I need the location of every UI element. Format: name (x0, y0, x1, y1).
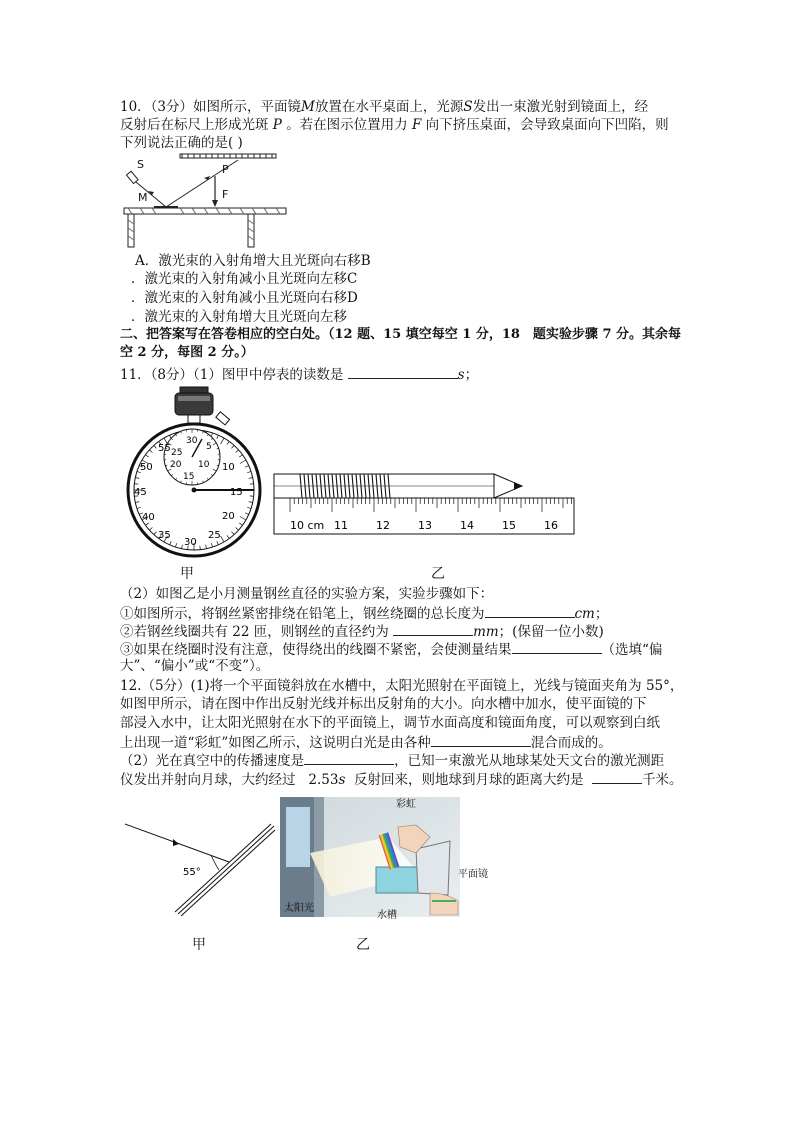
sw-inner-25: 25 (171, 448, 183, 458)
q11-step3b: 大”、“偏小”或“不变”）。 (120, 658, 270, 674)
sw-inner-15: 15 (183, 472, 195, 482)
q12-line3: 部浸入水中，让太阳光照射在水下的平面镜上，调节水面高度和镜面角度，可以观察到白纸 (120, 715, 660, 731)
q12-line6: 仪发出并射向月球，大约经过 2.53s 反射回来，则地球到月球的距离大约是 千米。 (120, 769, 683, 789)
sw-inner-30: 30 (186, 436, 198, 446)
q10-option-d[interactable]: ．激光束的入射角增大且光斑向左移 (131, 309, 347, 325)
sw-outer-45: 45 (134, 487, 147, 498)
q10-line3: 下列说法正确的是( ) (120, 135, 243, 151)
q10-option-b[interactable]: ．激光束的入射角减小且光斑向左移C (131, 271, 358, 287)
ruler-label-14: 14 (460, 519, 474, 532)
q11-fig-yi: 乙 (431, 566, 445, 582)
q12-line2: 如图甲所示，请在图中作出反射光线并标出反射角的大小。向水槽中加水，使平面镜的下 (120, 696, 647, 712)
ruler-label-13: 13 (418, 519, 432, 532)
colors-blank[interactable] (431, 732, 531, 747)
q11-fig-jia: 甲 (180, 566, 194, 582)
photo-label-tank: 水槽 (377, 910, 397, 921)
section2-line1: 二、把答案写在答卷相应的空白处。（12 题、15 填空每空 1 分，18 题实验步骤 7 分。其余每 (120, 327, 682, 342)
sw-outer-40: 40 (142, 512, 155, 523)
q10-label-s: S (137, 158, 144, 171)
sw-outer-35: 35 (158, 530, 171, 541)
q10-line1: 10．（3分）如图所示，平面镜M放置在水平桌面上，光源S发出一束激光射到镜面上，经 (120, 99, 649, 115)
ruler-label-12: 12 (376, 519, 390, 532)
sw-outer-15: 15 (230, 487, 243, 498)
q10-label-p: P (222, 163, 229, 176)
speed-of-light-blank[interactable] (304, 750, 394, 765)
ruler-label-15: 15 (502, 519, 516, 532)
q12-line5: （2）光在真空中的传播速度是 ，已知一束激光从地球某处天文台的激光测距 (120, 750, 664, 770)
earth-moon-distance-blank[interactable] (592, 769, 642, 784)
q12-fig-jia: 甲 (192, 937, 206, 953)
q12-mirror-figure (125, 820, 275, 915)
q12-fig-yi: 乙 (356, 937, 370, 953)
q11-step1: ①如图所示，将钢丝紧密排绕在铅笔上，钢丝绕圈的总长度为 cm； (120, 603, 608, 623)
photo-label-sunlight: 太阳光 (284, 903, 314, 914)
stopwatch-figure (120, 385, 270, 555)
q11-step2: ②若钢丝线圈共有 22 匝，则钢丝的直径约为 mm；(保留一位小数) (120, 621, 604, 641)
stopwatch-reading-blank[interactable] (348, 364, 458, 379)
sw-outer-50: 50 (140, 462, 153, 473)
sw-inner-20: 20 (170, 460, 182, 470)
q10-line2: 反射后在标尺上形成光斑 P 。若在图示位置用力 F 向下挤压桌面，会导致桌面向下凹陷，则 (120, 117, 669, 133)
sw-outer-30: 30 (184, 537, 197, 548)
q10-option-a[interactable]: A．激光束的入射角增大且光斑向右移B (135, 253, 371, 269)
angle-label: 55° (183, 867, 201, 878)
section2-line2: 空 2 分，每图 2 分。） (120, 345, 254, 360)
sw-inner-5: 5 (206, 442, 212, 452)
sw-outer-25: 25 (208, 530, 221, 541)
q10-label-f: F (222, 188, 229, 201)
q11-step3: ③如果在绕圈时没有注意，使得绕出的线圈不紧密，会使测量结果 （选填“偏 (120, 639, 662, 659)
sw-inner-10: 10 (198, 460, 210, 470)
q12-line4: 上出现一道“彩虹”如图乙所示，这说明白光是由各种 混合而成的。 (120, 732, 612, 752)
sw-outer-20: 20 (222, 511, 235, 522)
ruler-label-16: 16 (544, 519, 558, 532)
photo-label-rainbow: 彩虹 (396, 799, 416, 810)
q10-label-m: M (138, 191, 148, 204)
sw-outer-10: 10 (222, 462, 235, 473)
sw-outer-55: 55 (158, 443, 171, 454)
ruler-figure (270, 468, 580, 540)
q12-line1: 12.（5分）(1)将一个平面镜斜放在水槽中，太阳光照射在平面镜上，光线与镜面夹角为 55°， (120, 678, 684, 694)
coil-length-blank[interactable] (485, 603, 575, 618)
q11-part2: （2）如图乙是小月测量钢丝直径的实验方案，实验步骤如下： (120, 586, 494, 602)
wire-diameter-blank[interactable] (393, 621, 473, 636)
photo-label-mirror: 平面镜 (458, 869, 488, 880)
q10-option-c[interactable]: ．激光束的入射角减小且光斑向右移D (131, 290, 358, 306)
q11-line1: 11．（8分）（1）图甲中停表的读数是 s； (120, 364, 478, 384)
light-source-icon (126, 171, 138, 183)
ruler-label-11: 11 (334, 519, 348, 532)
ruler-label-10: 10 cm (290, 519, 325, 532)
measurement-result-blank[interactable] (512, 639, 602, 654)
